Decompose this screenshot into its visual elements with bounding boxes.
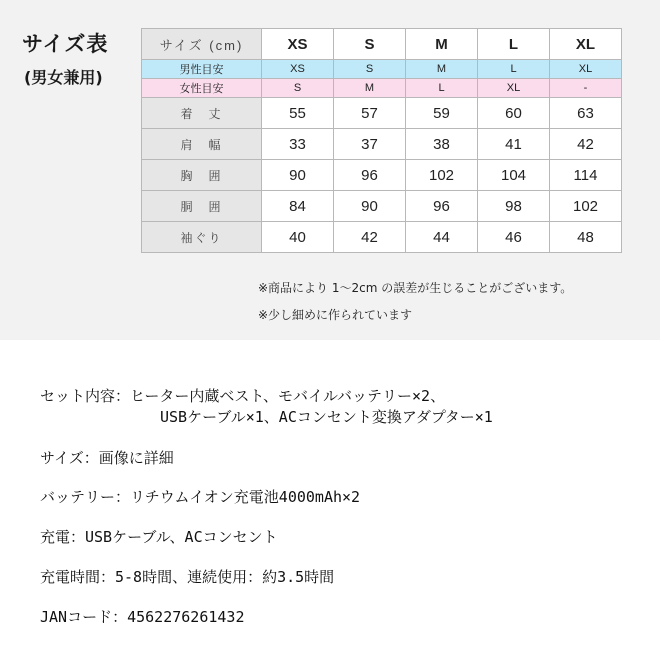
tolerance-note: ※商品により 1～2cm の誤差が生じることがございます。 <box>258 281 573 295</box>
men-guide-cell: M <box>406 60 478 79</box>
shoulder-cell: 37 <box>334 129 406 160</box>
size-chart-title: サイズ表 <box>22 32 109 56</box>
waist-cell: 96 <box>406 191 478 222</box>
size-header-label: サイズ (cm) <box>142 29 262 60</box>
armhole-row <box>142 222 622 253</box>
men-guide-row <box>142 60 622 79</box>
set-contents-line-2: USBケーブル×1、ACコンセント変換アダプター×1 <box>160 408 493 426</box>
charging-info: 充電：USBケーブル、ACコンセント <box>40 528 278 546</box>
battery-info: バッテリー：リチウムイオン充電池4000mAh×2 <box>40 488 361 506</box>
men-guide-cell: S <box>334 60 406 79</box>
women-guide-cell: M <box>334 79 406 98</box>
length-row <box>142 98 622 129</box>
waist-cell: 90 <box>334 191 406 222</box>
length-cell: 59 <box>406 98 478 129</box>
armhole-cell: 44 <box>406 222 478 253</box>
length-cell: 60 <box>478 98 550 129</box>
set-contents-line-1: セット内容：ヒーター内蔵ベスト、モバイルバッテリー×2、 <box>40 387 446 405</box>
length-cell: 57 <box>334 98 406 129</box>
waist-row <box>142 191 622 222</box>
size-header-row <box>142 29 622 60</box>
chest-cell: 96 <box>334 160 406 191</box>
chest-cell: 90 <box>262 160 334 191</box>
shoulder-cell: 41 <box>478 129 550 160</box>
size-header-xs: XS <box>262 29 334 60</box>
men-guide-cell: XS <box>262 60 334 79</box>
jan-code: JANコード：4562276261432 <box>40 608 245 626</box>
women-guide-cell: - <box>550 79 622 98</box>
size-chart-subtitle: (男女兼用) <box>24 68 103 87</box>
shoulder-cell: 38 <box>406 129 478 160</box>
women-guide-label: 女性目安 <box>142 79 262 98</box>
size-table <box>141 28 622 253</box>
length-cell: 55 <box>262 98 334 129</box>
length-cell: 63 <box>550 98 622 129</box>
shoulder-row <box>142 129 622 160</box>
women-guide-row <box>142 79 622 98</box>
chest-cell: 102 <box>406 160 478 191</box>
waist-cell: 84 <box>262 191 334 222</box>
size-header-xl: XL <box>550 29 622 60</box>
waist-label: 胴 囲 <box>142 191 262 222</box>
chest-label: 胸 囲 <box>142 160 262 191</box>
length-label: 着 丈 <box>142 98 262 129</box>
men-guide-label: 男性目安 <box>142 60 262 79</box>
chest-cell: 104 <box>478 160 550 191</box>
size-header-m: M <box>406 29 478 60</box>
shoulder-label: 肩 幅 <box>142 129 262 160</box>
fit-note: ※少し細めに作られています <box>258 308 413 322</box>
men-guide-cell: XL <box>550 60 622 79</box>
armhole-cell: 40 <box>262 222 334 253</box>
armhole-label: 袖ぐり <box>142 222 262 253</box>
armhole-cell: 46 <box>478 222 550 253</box>
women-guide-cell: S <box>262 79 334 98</box>
women-guide-cell: L <box>406 79 478 98</box>
armhole-cell: 42 <box>334 222 406 253</box>
size-info: サイズ：画像に詳細 <box>40 449 174 467</box>
chest-row <box>142 160 622 191</box>
shoulder-cell: 33 <box>262 129 334 160</box>
armhole-cell: 48 <box>550 222 622 253</box>
shoulder-cell: 42 <box>550 129 622 160</box>
women-guide-cell: XL <box>478 79 550 98</box>
waist-cell: 98 <box>478 191 550 222</box>
size-header-l: L <box>478 29 550 60</box>
men-guide-cell: L <box>478 60 550 79</box>
charge-time-info: 充電時間：5-8時間、連続使用：約3.5時間 <box>40 568 335 586</box>
waist-cell: 102 <box>550 191 622 222</box>
chest-cell: 114 <box>550 160 622 191</box>
size-header-s: S <box>334 29 406 60</box>
